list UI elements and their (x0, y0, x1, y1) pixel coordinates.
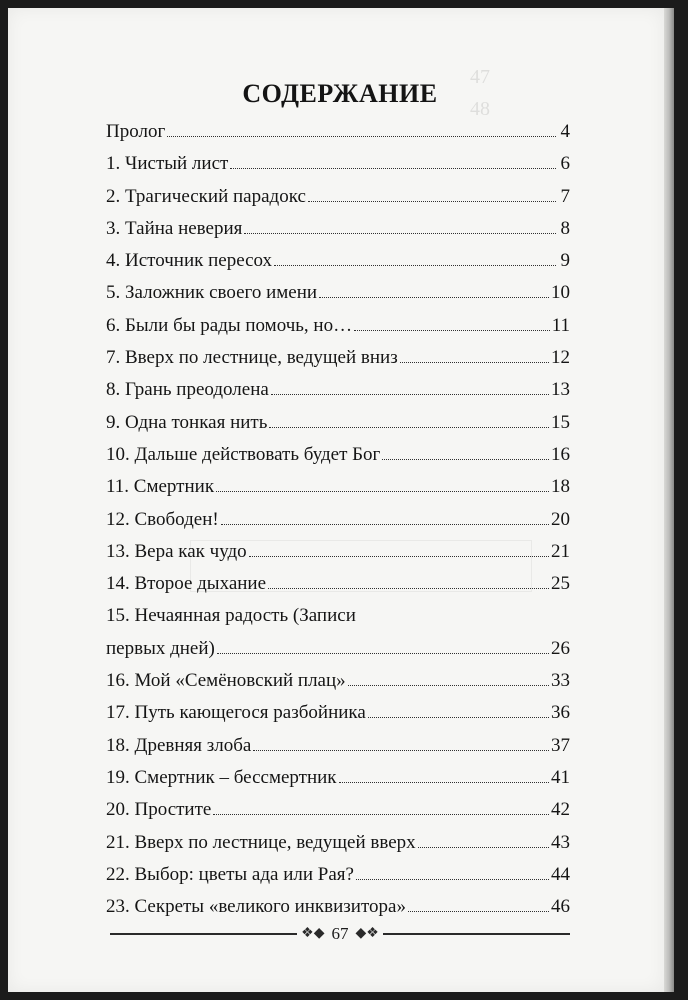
toc-entry-page: 4 (560, 121, 570, 142)
dot-leader (348, 685, 549, 686)
dot-leader (308, 201, 556, 202)
toc-entry (106, 504, 570, 536)
toc-entry-title: 1. Чистый лист (106, 153, 229, 175)
footer-rule-right (383, 933, 570, 935)
toc-entry-title: 10. Дальше действовать будет Бог (106, 443, 381, 465)
toc-entry-title: 19. Смертник – бессмертник (106, 766, 337, 788)
toc-entry (106, 536, 570, 568)
dot-leader (382, 459, 549, 460)
toc-entry-page: 7 (560, 185, 570, 207)
toc-entry-title: 18. Древняя злоба (106, 734, 252, 756)
toc-entry (106, 665, 570, 697)
toc-entry (106, 245, 570, 277)
toc-entry-page: 33 (551, 670, 570, 692)
toc-entry (106, 310, 570, 342)
toc-entry-title: 14. Второе дыхание (106, 573, 267, 595)
toc-entry-page: 16 (551, 443, 570, 465)
table-of-contents (106, 116, 570, 923)
show-through-text: 47 (470, 66, 490, 88)
dot-leader (244, 233, 556, 234)
ornament-right-icon: ◆❖ (355, 926, 379, 941)
toc-entry (106, 148, 570, 180)
page-footer (110, 922, 570, 946)
page-edge (664, 8, 674, 992)
page-number: 67 (331, 924, 349, 943)
toc-entry (106, 277, 570, 309)
toc-entry-page: 10 (551, 282, 570, 304)
toc-entry-title: 23. Секреты «великого инквизитора» (106, 896, 406, 918)
toc-entry-page: 8 (560, 217, 570, 239)
footer-rule-left (110, 933, 297, 935)
dot-leader (230, 168, 556, 169)
toc-entry (106, 859, 570, 891)
dot-leader (213, 814, 549, 815)
toc-entry (106, 633, 570, 665)
toc-entry-page: 41 (551, 766, 570, 788)
toc-entry (106, 471, 570, 503)
toc-entry-page: 13 (551, 379, 570, 401)
toc-entry-title: 2. Трагический парадокс (106, 185, 306, 207)
toc-entry-page: 18 (551, 476, 570, 498)
toc-entry (106, 568, 570, 600)
toc-entry (106, 181, 570, 213)
toc-entry-page: 11 (551, 314, 570, 336)
toc-entry-title: 17. Путь кающегося разбойника (106, 702, 366, 724)
toc-entry-title: 11. Смертник (106, 476, 215, 498)
toc-entry-title: 20. Простите (106, 799, 212, 821)
toc-entry (106, 730, 570, 762)
show-through-text: 48 (470, 98, 490, 120)
toc-entry-page: 12 (551, 347, 570, 369)
toc-entry-page: 43 (551, 831, 570, 853)
dot-leader (271, 394, 549, 395)
toc-entry-page: 15 (551, 411, 570, 433)
toc-entry (106, 116, 570, 148)
toc-entry-page: 21 (551, 540, 570, 562)
toc-entry (106, 407, 570, 439)
toc-entry-page: 36 (551, 702, 570, 724)
toc-entry (106, 891, 570, 923)
toc-entry-page: 6 (560, 153, 570, 175)
toc-entry-page: 37 (551, 734, 570, 756)
toc-entry-title: 15. Нечаянная радость (Записи (106, 605, 356, 627)
dot-leader (356, 879, 549, 880)
ornament-left-icon: ❖◆ (301, 926, 325, 941)
toc-entry-title: 9. Одна тонкая нить (106, 411, 268, 433)
toc-entry (106, 439, 570, 471)
page-title: СОДЕРЖАНИЕ (242, 79, 438, 109)
toc-entry-title: 3. Тайна неверия (106, 217, 243, 239)
dot-leader (253, 750, 549, 751)
dot-leader (167, 136, 556, 137)
toc-entry (106, 600, 570, 632)
dot-leader (274, 265, 556, 266)
toc-entry (106, 342, 570, 374)
dot-leader (319, 297, 549, 298)
toc-entry (106, 794, 570, 826)
toc-entry-title: 22. Выбор: цветы ада или Рая? (106, 863, 354, 885)
toc-entry-title: 4. Источник пересох (106, 250, 273, 272)
toc-entry-page: 46 (551, 896, 570, 918)
toc-entry-title: 5. Заложник своего имени (106, 282, 318, 304)
toc-entry-title: 8. Грань преодолена (106, 379, 269, 401)
toc-entry (106, 374, 570, 406)
dot-leader (400, 362, 549, 363)
toc-entry-title: Пролог (106, 121, 166, 142)
dot-leader (418, 847, 549, 848)
toc-entry (106, 213, 570, 245)
dot-leader (269, 427, 549, 428)
toc-entry-page: 20 (551, 508, 570, 530)
dot-leader (221, 524, 549, 525)
toc-entry-page: 9 (560, 250, 570, 272)
toc-entry-page: 25 (551, 573, 570, 595)
toc-entry-title: 6. Были бы рады помочь, но… (106, 314, 353, 336)
dot-leader (339, 782, 549, 783)
toc-entry (106, 697, 570, 729)
toc-entry (106, 762, 570, 794)
toc-entry-title: первых дней) (106, 637, 215, 659)
dot-leader (216, 491, 549, 492)
dot-leader (408, 911, 549, 912)
toc-entry-title: 12. Свободен! (106, 508, 219, 530)
toc-entry-page: 42 (551, 799, 570, 821)
toc-entry (106, 827, 570, 859)
toc-entry-page: 26 (551, 637, 570, 659)
dot-leader (368, 717, 549, 718)
toc-entry-page: 44 (551, 863, 570, 885)
toc-entry-title: 7. Вверх по лестнице, ведущей вниз (106, 347, 398, 369)
toc-entry-title: 21. Вверх по лестнице, ведущей вверх (106, 831, 416, 853)
dot-leader (249, 556, 549, 557)
toc-entry-title: 16. Мой «Семёновский плац» (106, 670, 346, 692)
dot-leader (354, 330, 550, 331)
dot-leader (217, 653, 549, 654)
dot-leader (268, 588, 549, 589)
toc-entry-title: 13. Вера как чудо (106, 540, 247, 562)
